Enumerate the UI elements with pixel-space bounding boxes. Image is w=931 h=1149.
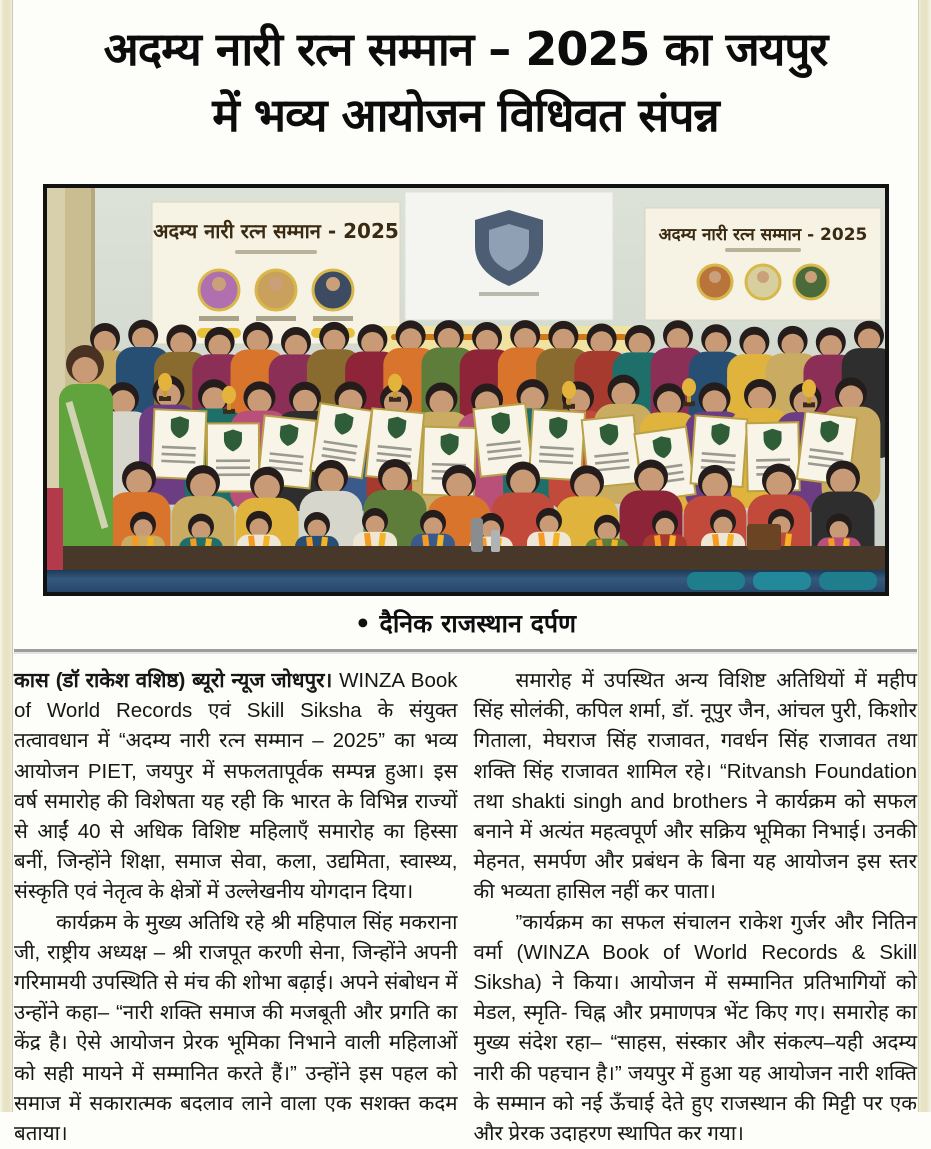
- headline-line-2: में भव्य आयोजन विधिवत संपन्न: [212, 88, 719, 142]
- banner-right-title: अदम्य नारी रत्न सम्मान - 2025: [658, 225, 867, 245]
- chair: [687, 572, 745, 590]
- byline-lead: कास (डॉ राकेश वशिष्ठ) ब्यूरो न्यूज जोधपुर।: [14, 669, 333, 692]
- bottle: [471, 518, 483, 552]
- article-column-left: [14, 666, 458, 1149]
- banner-left-title: अदम्य नारी रत्न सम्मान - 2025: [152, 219, 399, 243]
- article-body: [14, 666, 917, 1149]
- article-headline: [14, 0, 917, 148]
- glass: [491, 530, 500, 552]
- paragraph: ”कार्यक्रम का सफल संचालन राकेश गुर्जर और नितिन वर्मा (WINZA Book of World Records & Skill Siksha) ने किया। आयोजन में सम्मानित प्रतिभागियों को मेडल, स्मृति- चिह्न और प्रमाणपत्र भेंट किए गए। समारोह का मुख्य संदेश रहा– “साहस, संस्कार और संकल्प–यही अदम्य नारी की पहचान है।” जयपुर में हुआ यह आयोजन नारी शक्ति के सम्मान को नई ऊँचाई देते हुए राजस्थान की मिट्टी पर एक और प्रेरक उदाहरण स्थापित कर गया।: [473, 910, 917, 1146]
- paragraph-text: WINZA Book of World Records एवं Skill Siksha के संयुक्त तत्वावधान में “अदम्य नारी रत्न सम्मान – 2025” का भव्य आयोजन PIET, जयपुर में सफलतापूर्वक सम्पन्न हुआ। इस वर्ष समारोह की विशेषता यह रही कि भारत के विभिन्न राज्यों से आईं 40 से अधिक विशिष्ट महिलाएँ समारोह का हिस्सा बनीं, जिन्होंने शिक्षा, समाज सेवा, कला, उद्यमिता, स्वास्थ्य, संस्कृति एवं नेतृत्व के क्षेत्रों में उल्लेखनीय योगदान दिया।: [14, 669, 458, 904]
- headline-line-1: अदम्य नारी रत्न सम्मान – 2025 का जयपुर: [103, 22, 828, 76]
- newspaper-clipping: [14, 0, 917, 1149]
- article-column-right: [474, 666, 918, 1149]
- plaque: [747, 524, 781, 550]
- award-ceremony-photo: [43, 184, 889, 596]
- banner-left: [152, 202, 400, 344]
- section-divider: [14, 649, 917, 654]
- banner-right: [645, 208, 881, 320]
- page-edge-left: [0, 0, 13, 1112]
- chair: [753, 572, 811, 590]
- chair: [819, 572, 877, 590]
- paragraph: कार्यक्रम के मुख्य अतिथि रहे श्री महिपाल सिंह मकराना जी, राष्ट्रीय अध्यक्ष – श्री राजपूत करणी सेना, जिन्होंने अपनी गरिमामयी उपस्थिति से मंच की शोभा बढ़ाई। अपने संबोधन में उन्होंने कहा– “नारी शक्ति समाज की मजबूती और प्रगति का केंद्र है। ऐसे आयोजन प्रेरक भूमिका निभाने वाली महिलाओं को सही मायने में सम्मानित करते हैं।” उन्होंने इस पहल को समाज में सकारात्मक बदलाव लाने वाला एक सशक्त कदम बताया।: [14, 910, 458, 1146]
- page-edge-right: [918, 0, 931, 1112]
- photo-illustration: [47, 188, 885, 592]
- cloth-left: [47, 488, 63, 572]
- paragraph: [14, 666, 458, 908]
- photo-caption: • दैनिक राजस्थान दर्पण: [354, 609, 577, 638]
- paragraph: समारोह में उपस्थित अन्य विशिष्ट अतिथियों में महीप सिंह सोलंकी, कपिल शर्मा, डॉ. नूपुर जैन, आंचल पुरी, किशोर गिताला, मेघराज सिंह राजावत, गवर्धन सिंह राजावत तथा शक्ति सिंह राजावत शामिल रहे। “Ritvansh Foundation तथा shakti singh and brothers ने कार्यक्रम को सफल बनाने में अत्यंत महत्वपूर्ण और सक्रिय भूमिका निभाई। उनकी मेहनत, समर्पण और प्रबंधन के बिना यह आयोजन इस स्तर की भव्यता हासिल नहीं कर पाता।: [473, 669, 917, 904]
